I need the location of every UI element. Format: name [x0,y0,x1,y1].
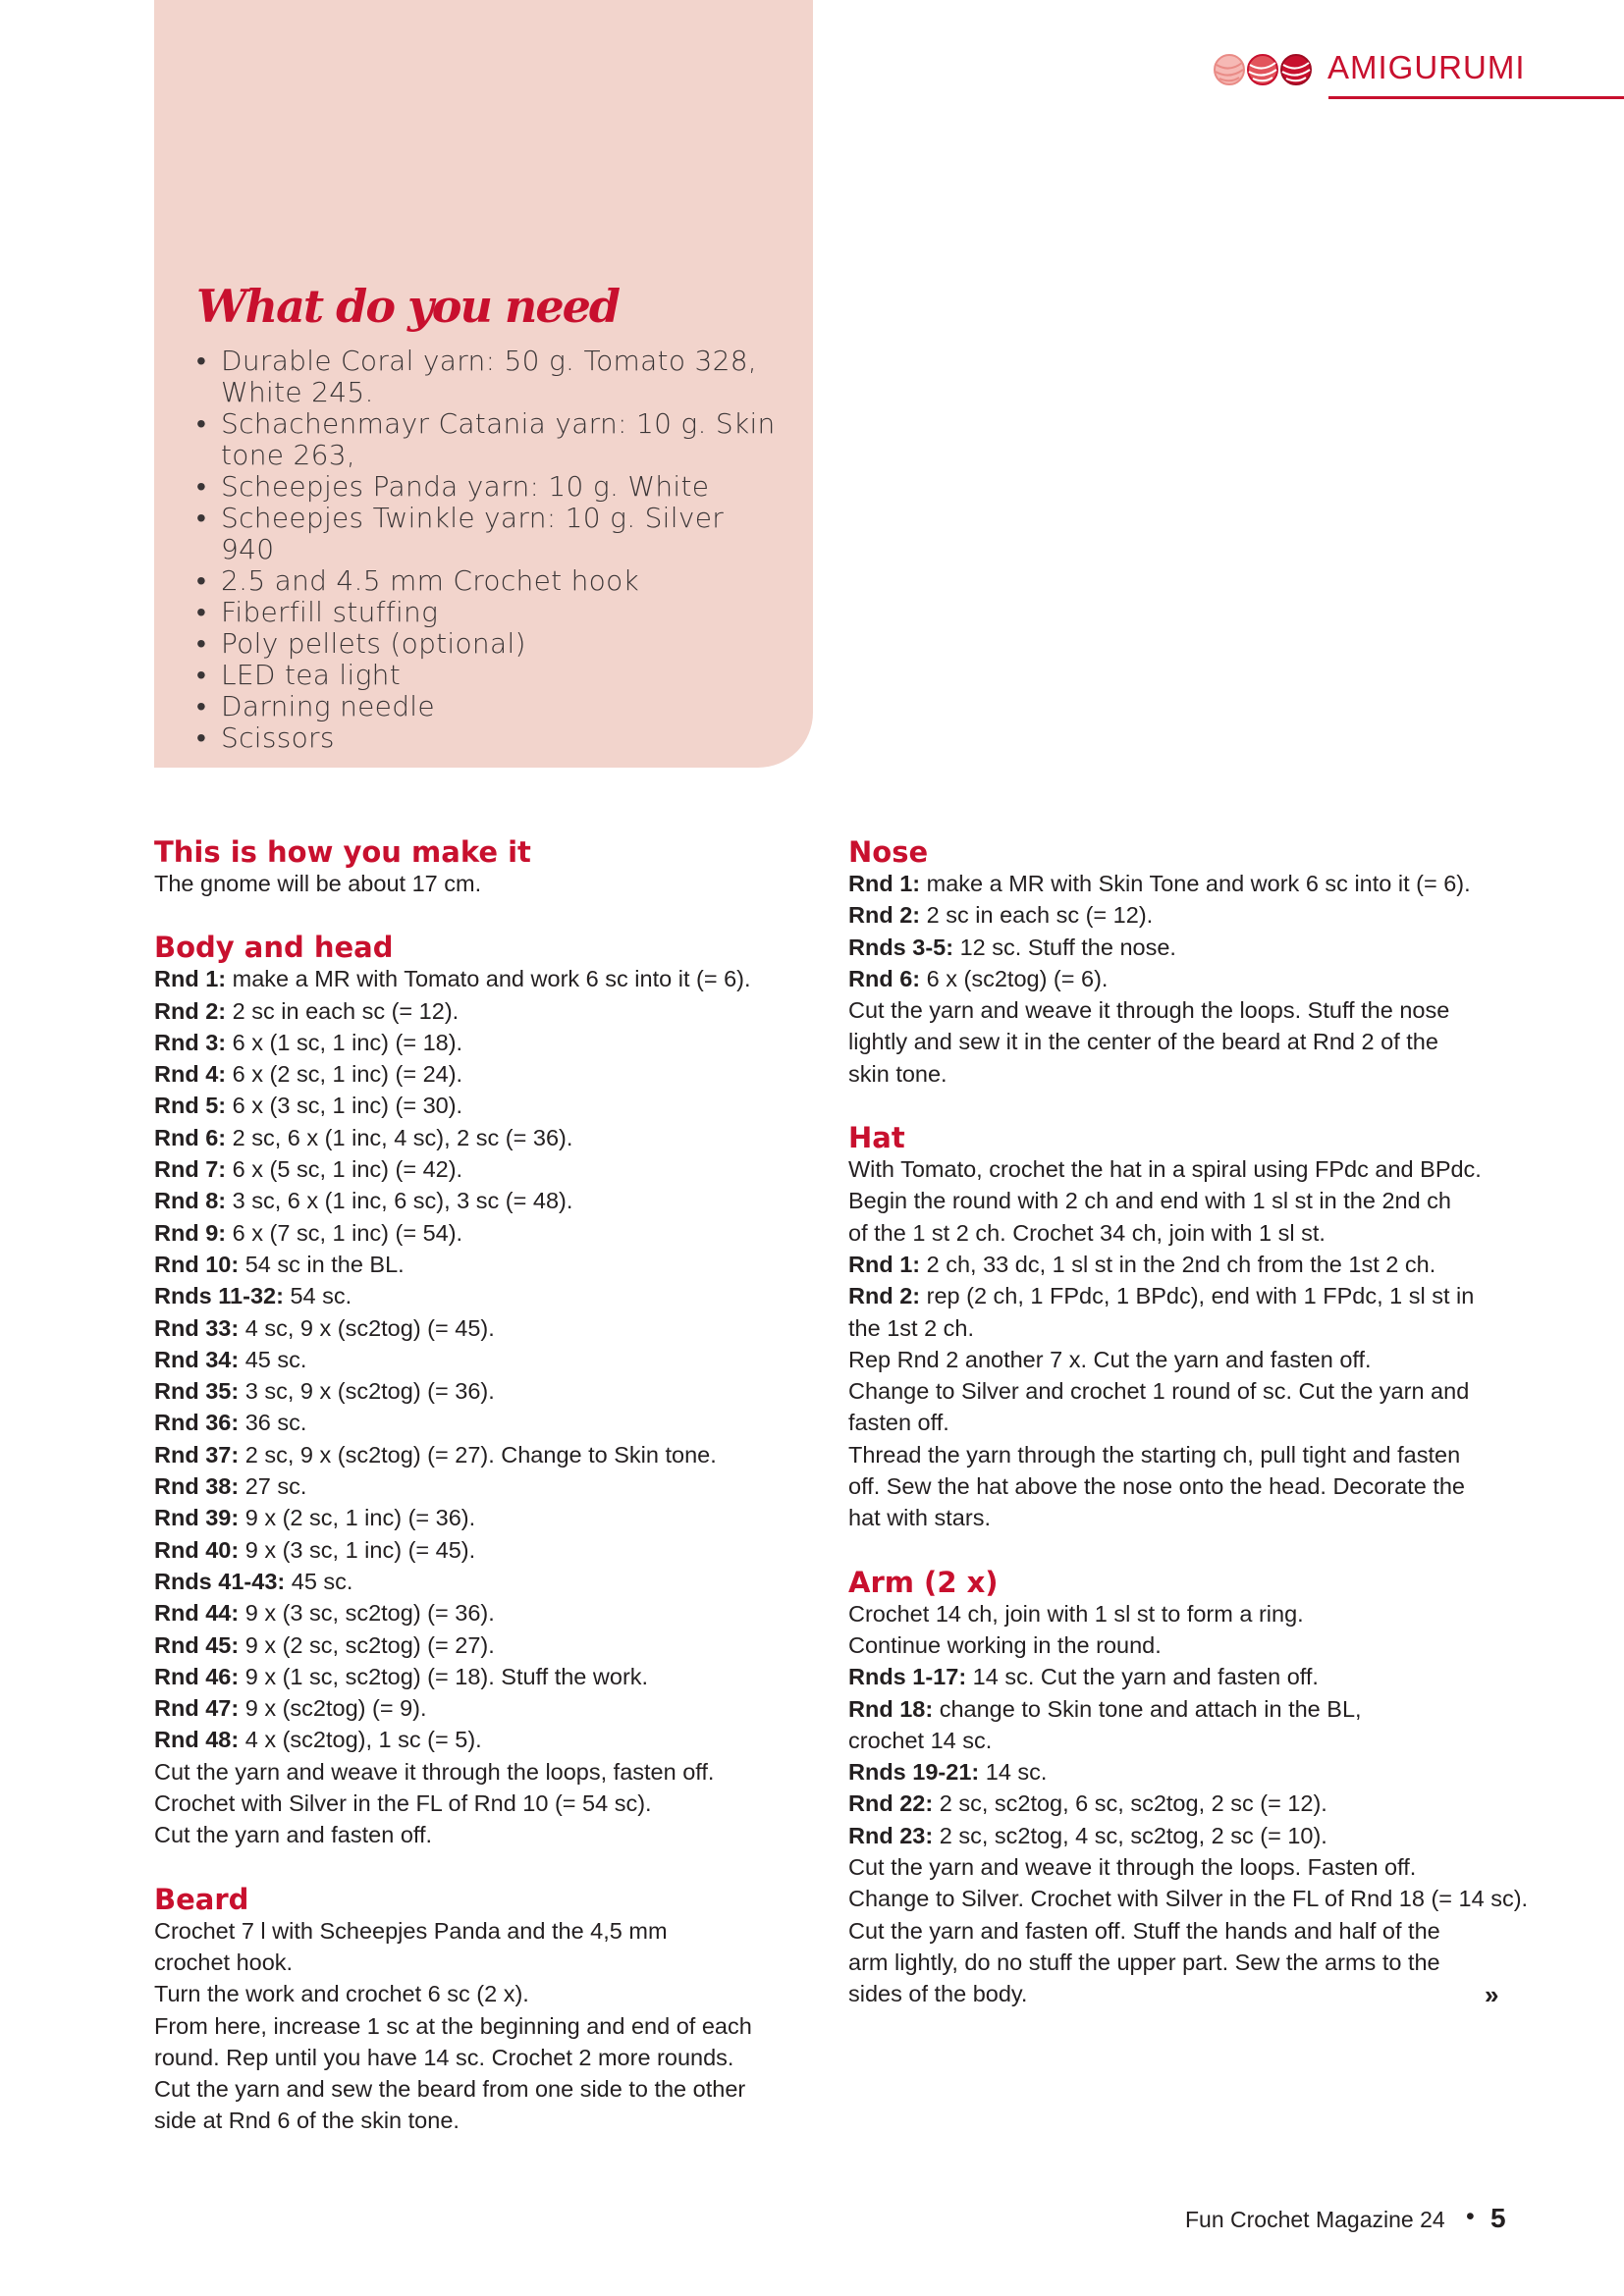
round-label: Rnd 18: [848,1695,934,1722]
list-item: • Darning needle [196,691,785,722]
instruction-text: Cut the yarn and fasten off. [154,1822,433,1848]
round-label: Rnd 47: [154,1695,240,1722]
round-label: Rnd 1: [848,1251,921,1277]
instruction-text: 6 x (3 sc, 1 inc) (= 30). [226,1093,463,1119]
round-label: Rnd 10: [154,1251,240,1277]
instruction-line [848,1851,1526,1883]
instruction-line [154,1217,802,1249]
round-label: Rnds 3-5: [848,934,954,960]
instruction-line: From here, increase 1 sc at the beginning and end of each [154,2012,752,2039]
instruction-text: crochet 14 sc. [848,1727,993,1753]
instruction-text: 6 x (1 sc, 1 inc) (= 18). [226,1029,463,1055]
instruction-line [848,1820,1526,1851]
body-head-heading: Body and head [154,931,394,965]
instruction-text: change to Skin tone and attach in the BL, [933,1695,1362,1722]
instruction-line [848,868,1526,899]
instruction-text: Continue working in the round. [848,1631,1162,1658]
instruction-text: 54 sc. [283,1283,352,1309]
round-label: Rnd 1: [154,966,227,992]
instruction-text: 6 x (5 sc, 1 inc) (= 42). [226,1156,463,1183]
round-label: Rnd 23: [848,1822,934,1848]
instruction-line [154,1185,802,1216]
instruction-line [848,899,1526,931]
instruction-text: Cut the yarn and weave it through the loops. Stuff the nose [848,997,1450,1024]
instruction-line [154,1439,802,1470]
body-head-instructions [154,963,802,1850]
continue-arrow-icon: » [1485,1980,1499,2009]
instruction-text: Cut the yarn and fasten off. Stuff the hands and half of the [848,1917,1440,1944]
hat-heading: Hat [848,1121,905,1155]
instruction-line [848,1185,1526,1216]
instruction-text: off. Sew the hat above the nose onto the head. Decorate the [848,1473,1465,1500]
instruction-text: Cut the yarn and weave it through the loops. Fasten off. [848,1854,1417,1881]
round-label: Rnd 48: [154,1727,240,1753]
instruction-line [154,1756,802,1788]
instruction-line [154,1692,802,1724]
instruction-text: Change to Silver and crochet 1 round of sc. Cut the yarn and [848,1378,1470,1405]
instruction-text: sides of the body. [848,1981,1028,2007]
instruction-line: crochet hook. [154,1949,294,1975]
instruction-text: 2 sc, 6 x (1 inc, 4 sc), 2 sc (= 36). [226,1124,573,1150]
instruction-line [154,1407,802,1438]
instruction-text: 6 x (2 sc, 1 inc) (= 24). [226,1061,463,1088]
instruction-text: 45 sc. [285,1568,353,1594]
instruction-text: of the 1 st 2 ch. Crochet 34 ch, join with 1 sl st. [848,1219,1326,1246]
round-label: Rnd 6: [848,965,921,991]
round-label: Rnd 35: [154,1378,240,1405]
list-item: • Scissors [196,722,785,754]
round-label: Rnd 8: [154,1188,227,1214]
instruction-text: make a MR with Tomato and work 6 sc into it (= 6). [226,966,751,992]
instruction-line [848,1249,1526,1280]
instruction-line [848,1375,1526,1407]
instruction-line [848,1439,1526,1470]
instruction-text: Begin the round with 2 ch and end with 1 sl st in the 2nd ch [848,1188,1452,1214]
instruction-text: skin tone. [848,1060,947,1087]
round-label: Rnd 4: [154,1061,227,1088]
round-label: Rnd 22: [848,1790,934,1817]
instruction-line [154,1027,802,1058]
instruction-text: 45 sc. [239,1346,307,1372]
instruction-line [154,1534,802,1566]
instruction-line [848,1947,1526,1978]
instruction-line [848,1058,1526,1090]
instruction-text: arm lightly, do no stuff the upper part. Sew the arms to the [848,1949,1440,1975]
instruction-line [154,1058,802,1090]
round-label: Rnd 6: [154,1124,227,1150]
instruction-text: 14 sc. [979,1759,1048,1786]
instruction-line [848,1661,1526,1692]
instruction-line [154,1819,802,1850]
list-item: • LED tea light [196,660,785,691]
round-label: Rnds 11-32: [154,1283,284,1309]
instruction-line [848,1598,1526,1629]
nose-instructions [848,868,1526,1090]
instruction-line [848,1756,1526,1788]
instruction-line [154,1122,802,1153]
instruction-line [154,1724,802,1755]
instruction-line: Turn the work and crochet 6 sc (2 x). [154,1981,529,2007]
instruction-line [848,1470,1526,1502]
instruction-text: 3 sc, 6 x (1 inc, 6 sc), 3 sc (= 48). [226,1188,573,1214]
instruction-line [154,1312,802,1344]
instruction-text: Crochet with Silver in the FL of Rnd 10 (= 54 sc). [154,1790,652,1817]
page-number: 5 [1490,2203,1506,2233]
instruction-line [154,1597,802,1629]
instruction-text: With Tomato, crochet the hat in a spiral using FPdc and BPdc. [848,1156,1482,1183]
instruction-text: Thread the yarn through the starting ch, pull tight and fasten [848,1441,1461,1468]
instruction-line [154,1661,802,1692]
instruction-text: 3 sc, 9 x (sc2tog) (= 36). [239,1378,495,1405]
round-label: Rnd 3: [154,1029,227,1055]
round-label: Rnd 5: [154,1093,227,1119]
instruction-text: 2 sc, 9 x (sc2tog) (= 27). Change to Skin tone. [239,1441,717,1468]
yarn-balls-logo-icon [1213,53,1313,86]
instruction-text: 36 sc. [239,1410,307,1436]
beard-instructions [154,1915,802,2137]
instruction-line [848,1788,1526,1819]
instruction-text: 6 x (sc2tog) (= 6). [920,965,1109,991]
list-item: • Scheepjes Twinkle yarn: 10 g. Silver 940 [196,503,785,565]
instruction-text: 14 sc. Cut the yarn and fasten off. [966,1664,1319,1690]
round-label: Rnd 39: [154,1505,240,1531]
instruction-line [848,963,1526,994]
instruction-text: 12 sc. Stuff the nose. [953,934,1176,960]
instruction-text: 27 sc. [239,1473,307,1500]
instruction-text: 2 ch, 33 dc, 1 sl st in the 2nd ch from the 1st 2 ch. [920,1251,1436,1277]
round-label: Rnd 38: [154,1473,240,1500]
instruction-text: 9 x (1 sc, sc2tog) (= 18). Stuff the work. [239,1663,649,1689]
round-label: Rnd 40: [154,1536,240,1563]
instruction-line [848,1725,1526,1756]
instruction-line [154,1153,802,1185]
instruction-text: 9 x (sc2tog) (= 9). [239,1695,427,1722]
footer-bullet: • [1466,2203,1475,2230]
instruction-line [848,1153,1526,1185]
instruction-line [848,1502,1526,1533]
instruction-line [848,1883,1529,1914]
instruction-line [848,1312,1526,1344]
instruction-text: 9 x (2 sc, 1 inc) (= 36). [239,1505,476,1531]
instruction-line: side at Rnd 6 of the skin tone. [154,2108,460,2134]
instruction-line [848,1344,1526,1375]
instruction-line [154,1629,802,1661]
round-label: Rnd 45: [154,1631,240,1658]
round-label: Rnds 1-17: [848,1664,967,1690]
round-label: Rnd 46: [154,1663,240,1689]
instruction-text: Rep Rnd 2 another 7 x. Cut the yarn and fasten off. [848,1346,1372,1372]
hat-instructions [848,1153,1526,1534]
instruction-text: 2 sc, sc2tog, 4 sc, sc2tog, 2 sc (= 10). [933,1822,1327,1848]
intro-text: The gnome will be about 17 cm. [154,871,482,896]
round-label: Rnd 44: [154,1600,240,1627]
list-item: • 2.5 and 4.5 mm Crochet hook [196,565,785,597]
instruction-line [848,1026,1526,1057]
instruction-line: Cut the yarn and sew the beard from one side to the other [154,2076,746,2103]
instruction-line [154,995,802,1027]
section-title: AMIGURUMI [1327,49,1526,85]
list-item: • Scheepjes Panda yarn: 10 g. White [196,471,785,503]
instruction-text: 4 sc, 9 x (sc2tog) (= 45). [239,1314,495,1341]
nose-heading: Nose [848,835,929,869]
arm-heading: Arm (2 x) [848,1565,999,1599]
instruction-line [154,1566,802,1597]
instruction-text: Crochet 14 ch, join with 1 sl st to form a ring. [848,1600,1304,1627]
instruction-text: hat with stars. [848,1505,991,1531]
instruction-text: 2 sc, sc2tog, 6 sc, sc2tog, 2 sc (= 12). [933,1790,1327,1817]
instruction-text: 4 x (sc2tog), 1 sc (= 5). [239,1727,482,1753]
instruction-line [848,1280,1526,1311]
left-column [154,836,802,2137]
instruction-line [848,1693,1526,1725]
instruction-text: make a MR with Skin Tone and work 6 sc into it (= 6). [920,871,1471,896]
round-label: Rnd 36: [154,1410,240,1436]
materials-heading: What do you need [196,280,620,333]
header-divider [1328,96,1624,99]
instruction-line [154,1249,802,1280]
instruction-line [154,963,802,994]
round-label: Rnd 2: [848,902,921,929]
magazine-name: Fun Crochet Magazine 24 [1185,2207,1445,2232]
round-label: Rnds 19-21: [848,1759,980,1786]
round-label: Rnds 41-43: [154,1568,286,1594]
instruction-text: 2 sc in each sc (= 12). [226,997,460,1024]
instruction-line [154,1344,802,1375]
arm-instructions [848,1598,1529,2010]
list-item: • Fiberfill stuffing [196,597,785,628]
round-label: Rnd 34: [154,1346,240,1372]
round-label: Rnd 9: [154,1219,227,1246]
round-label: Rnd 2: [848,1283,921,1309]
instruction-text: 9 x (2 sc, sc2tog) (= 27). [239,1631,495,1658]
list-item: • Durable Coral yarn: 50 g. Tomato 328, White 245. [196,346,785,408]
round-label: Rnd 1: [848,871,921,896]
round-label: Rnd 2: [154,997,227,1024]
instruction-text: Change to Silver. Crochet with Silver in the FL of Rnd 18 (= 14 sc). [848,1886,1529,1912]
instruction-text: Cut the yarn and weave it through the loops, fasten off. [154,1758,715,1785]
instruction-line [848,1407,1526,1438]
instruction-text: the 1st 2 ch. [848,1314,975,1341]
materials-list [196,346,785,754]
instruction-line [154,1090,802,1121]
instruction-text: 9 x (3 sc, 1 inc) (= 45). [239,1536,476,1563]
instruction-line [154,1502,802,1533]
instruction-text: rep (2 ch, 1 FPdc, 1 BPdc), end with 1 FPdc, 1 sl st in [920,1283,1475,1309]
round-label: Rnd 37: [154,1441,240,1468]
instruction-text: 6 x (7 sc, 1 inc) (= 54). [226,1219,463,1246]
intro-heading: This is how you make it [154,835,531,869]
round-label: Rnd 7: [154,1156,227,1183]
list-item: • Schachenmayr Catania yarn: 10 g. Skin tone 263, [196,408,785,471]
instruction-line [154,1470,802,1502]
instruction-line: Crochet 7 l with Scheepjes Panda and the 4,5 mm [154,1917,668,1944]
instruction-line [154,1788,802,1819]
instruction-line [848,1915,1526,1947]
instruction-text: 9 x (3 sc, sc2tog) (= 36). [239,1600,495,1627]
list-item: • Poly pellets (optional) [196,628,785,660]
instruction-text: fasten off. [848,1410,949,1436]
instruction-text: 54 sc in the BL. [239,1251,405,1277]
instruction-line [154,1375,802,1407]
instruction-line: round. Rep until you have 14 sc. Crochet 2 more rounds. [154,2044,734,2070]
instruction-line [848,1217,1526,1249]
instruction-line [848,932,1526,963]
instruction-line [154,1280,802,1311]
right-column [848,835,1529,2010]
instruction-line [848,1629,1526,1661]
round-label: Rnd 33: [154,1314,240,1341]
instruction-text: lightly and sew it in the center of the beard at Rnd 2 of the [848,1029,1438,1055]
instruction-text: 2 sc in each sc (= 12). [920,902,1154,929]
instruction-line [848,994,1526,1026]
beard-heading: Beard [154,1882,249,1916]
instruction-line [848,1978,1526,2009]
